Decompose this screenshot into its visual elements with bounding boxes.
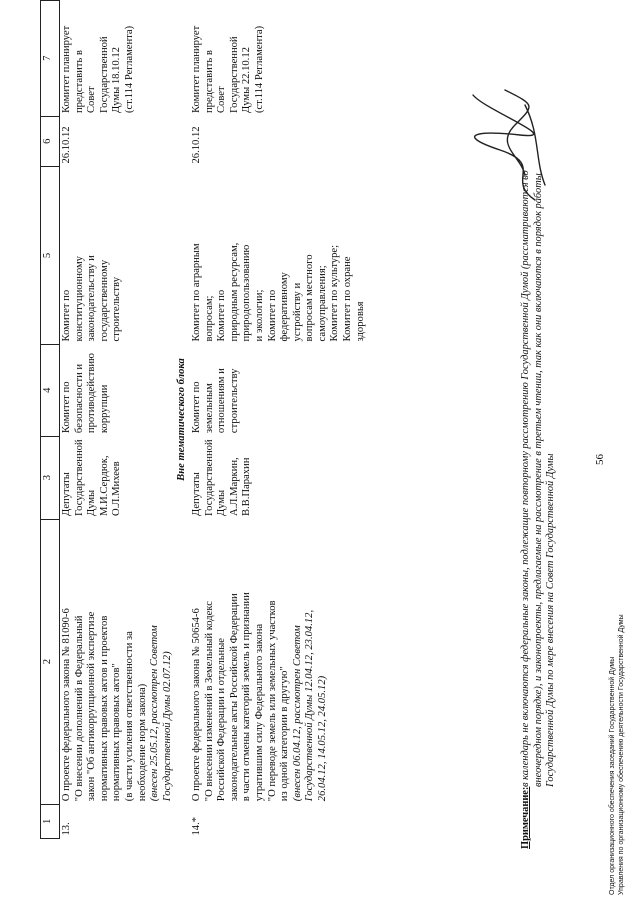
co-committee-line: Комитет по охране [342,256,354,342]
co-committee-line: природопользованию [241,244,253,342]
plan-line: (ст.114 Регламента) [253,25,265,114]
co-committee-line: государственному [98,259,110,342]
footer-line: Управления по организационному обеспечению деятельности Государственной Думы [618,614,625,895]
calendar-table [40,0,368,839]
bill-line: нормативных правовых актов и проектов [98,615,110,802]
signature-image [465,85,555,205]
responsible-committee [60,344,176,436]
initiator-line: Думы [216,489,228,517]
initiator-line: А.Л.Маркин, [228,457,240,517]
plan-line: Комитет планирует [61,25,72,114]
header-col-7: 7 [41,1,60,117]
row-number: 14.* [190,816,202,836]
co-committee-line: самоуправления; [316,265,328,342]
header-col-6: 6 [41,116,60,166]
footer-line: Отдел организационного обеспечения заседаний Государственной Думы [609,656,616,895]
co-committee-line: Комитет по [266,289,278,342]
plan-line: Совет [216,86,228,114]
bill-line: из одной категории в другую" [279,666,291,802]
page-number: 56 [594,454,606,465]
bill-line: "О внесении изменений в Земельный кодекс [203,601,215,802]
bill-description [190,519,368,804]
co-committee-line: строительству [111,277,123,342]
initiator-line: Государственной [203,439,215,517]
note-line: в календарь не включаются федеральные законы, подлежащие повторному рассмотрению Государственной Думой (рассматриваются во [520,170,531,787]
plan-line: Государственной [228,36,240,114]
initiator-line: М.И.Сердюк, [98,455,110,517]
bill-line: закон "Об антикоррупционной экспертизе [86,611,98,802]
committee-line: противодействию [86,353,98,434]
co-committee-line: законодательству и [86,255,98,342]
bill-meta-line: (внесен 06.04.12, рассмотрен Советом [291,625,303,802]
bill-line: Российской Федерации и отдельные [216,637,228,802]
committee-line: Комитет по [61,381,72,434]
committee-line: безопасности и [73,363,85,434]
initiator-line: О.Л.Михеев [111,461,123,517]
plan-line: Думы 18.10.12 [111,47,123,114]
header-row [41,1,60,839]
initiators [190,436,368,519]
co-committees [60,167,176,345]
section-title: Вне тематического блока [176,358,188,481]
footer [608,614,626,895]
bill-meta-line: (внесен 25.05.12, рассмотрен Советом [149,625,161,802]
header-col-3: 3 [41,436,60,519]
bill-line: необходение норм закона) [136,683,148,802]
plan-line: Государственной [98,36,110,114]
initiator-line: Думы [86,489,98,517]
initiator-line: В.В.Парахин [241,457,253,517]
co-committee-line: вопросам местного [304,254,316,342]
header-col-1: 1 [41,804,60,838]
table-row [60,1,176,839]
co-committee-line: вопросам; [203,295,215,342]
co-committee-line: федеративному [279,272,291,342]
bill-line: О проекте федерального закона № 81090-6 [61,608,72,802]
responsible-committee [190,344,368,436]
bill-line: "О внесении дополнений в Федеральный [73,615,85,802]
committee-line: Комитет по [190,381,202,434]
initiator-line: Депутаты [61,472,72,517]
co-committees [190,167,368,345]
note-line: внеочередном порядке), и законопроекты, предлагаемые на рассмотрение в третьем чтении, так как они включаются в порядок работы [532,173,544,787]
plan-note [190,1,368,117]
bill-line: О проекте федерального закона № 50654-6 [190,608,202,802]
plan-line: Совет [86,86,98,114]
co-committee-line: Комитет по [216,289,228,342]
header-col-2: 2 [41,519,60,804]
review-date: 26.10.12 [61,126,72,164]
plan-line: (ст.114 Регламента) [123,25,135,114]
bill-line: утратившим силу Федерального закона [253,623,265,802]
bill-line: "О переводе земель или земельных участков [266,600,278,802]
header-col-4: 4 [41,344,60,436]
co-committee-line: здоровья [354,301,366,342]
header-col-5: 5 [41,167,60,345]
committee-line: земельным [203,383,215,434]
row-number: 13. [61,822,72,836]
initiator-line: Депутаты [190,472,202,517]
plan-line: Думы 22.10.12 [241,47,253,114]
co-committee-line: Комитет по аграрным [190,243,202,342]
bill-line: законодательные акты Российской Федерации [228,593,240,802]
plan-line: представить в [203,50,215,114]
section-row [175,1,190,839]
committee-line: строительству [228,368,240,434]
committee-line: коррупции [98,384,110,434]
review-date: 26.10.12 [190,126,202,164]
bill-description [60,519,176,804]
co-committee-line: конституционному [73,256,85,342]
bill-meta-line: 26.04.12, 14.05.12, 24.05.12) [316,675,328,802]
bill-meta-line: Государственной Думы 12.04.12, 23.04.12, [304,609,316,802]
initiator-line: Государственной [73,439,85,517]
plan-line: Комитет планирует [190,25,202,114]
co-committee-line: и экологии; [253,289,265,342]
note-line: Государственной Думы по мере внесения на Совет Государственной Думы [545,453,557,787]
note-label: Примечание: [520,786,531,849]
plan-note [60,1,176,117]
plan-line: представить в [73,50,85,114]
bill-meta-line: Государственной Думы 02.07.12) [161,651,173,802]
co-committee-line: природным ресурсам, [228,242,240,342]
initiators [60,436,176,519]
table-row [190,1,368,839]
bill-line: нормативных правовых актов" [111,663,123,802]
co-committee-line: устройству и [291,282,303,342]
bill-line: (в части усиления ответственности за [123,631,135,802]
bill-line: в части отмены категорий земель и признании [241,592,253,802]
co-committee-line: Комитет по [61,289,72,342]
co-committee-line: Комитет по культуре; [329,244,341,342]
committee-line: отношениям и [216,368,228,434]
